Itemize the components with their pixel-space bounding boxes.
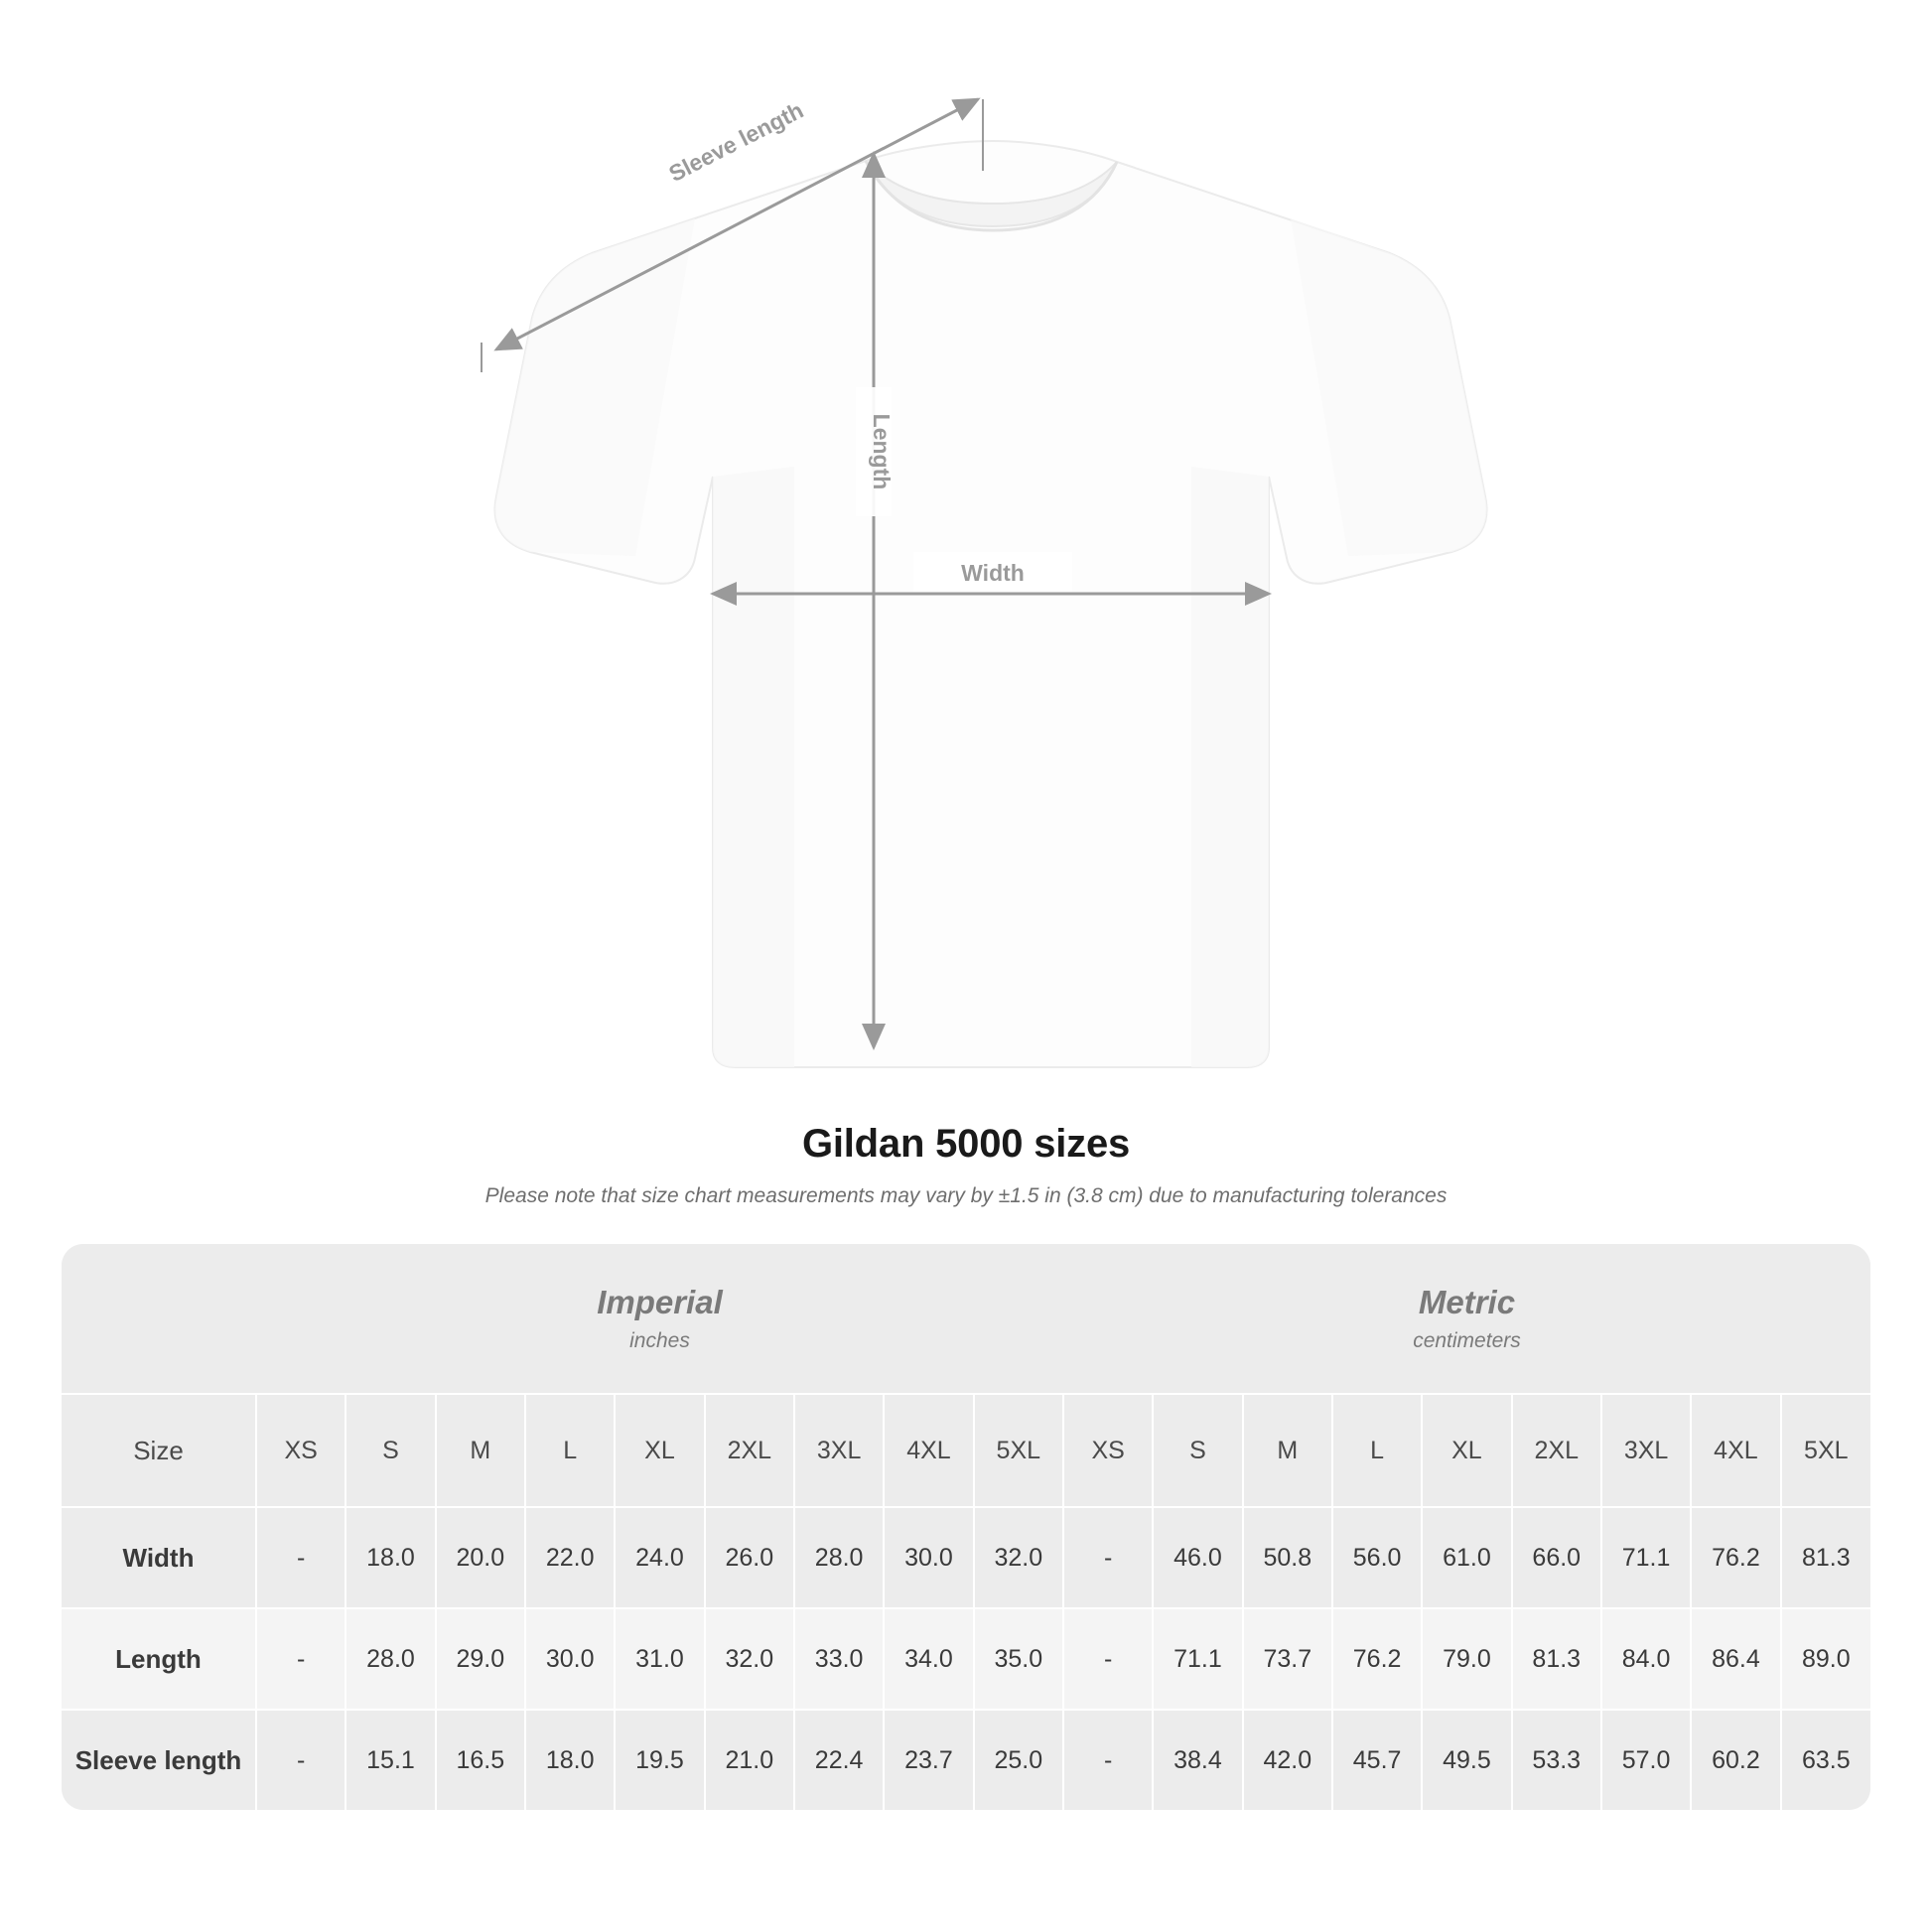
- cell-length-14: 81.3: [1512, 1608, 1601, 1710]
- row-label-sleeve-length: Sleeve length: [62, 1710, 256, 1810]
- unit-spacer-cell: [62, 1244, 256, 1394]
- tolerance-note: Please note that size chart measurements may vary by ±1.5 in (3.8 cm) due to manufacturing tolerances: [484, 1184, 1448, 1207]
- cell-sleeve-14: 53.3: [1512, 1710, 1601, 1810]
- cell-length-6: 33.0: [794, 1608, 884, 1710]
- cell-length-7: 34.0: [884, 1608, 973, 1710]
- cell-sleeve-12: 45.7: [1332, 1710, 1422, 1810]
- cell-length-9: -: [1063, 1608, 1153, 1710]
- unit-group-imperial: [256, 1244, 1063, 1394]
- header-col-xl-metric: XL: [1422, 1394, 1511, 1507]
- table-row: [62, 1507, 1870, 1608]
- header-col-xs-metric: XS: [1063, 1394, 1153, 1507]
- cell-sleeve-15: 57.0: [1601, 1710, 1691, 1810]
- cell-length-10: 71.1: [1153, 1608, 1242, 1710]
- header-col-m-metric: M: [1243, 1394, 1332, 1507]
- cell-sleeve-4: 19.5: [615, 1710, 704, 1810]
- cell-width-14: 66.0: [1512, 1507, 1601, 1608]
- cell-length-13: 79.0: [1422, 1608, 1511, 1710]
- header-col-m-imperial: M: [436, 1394, 525, 1507]
- cell-sleeve-7: 23.7: [884, 1710, 973, 1810]
- header-col-s-metric: S: [1153, 1394, 1242, 1507]
- header-col-2xl-metric: 2XL: [1512, 1394, 1601, 1507]
- row-label-width: Width: [62, 1507, 256, 1608]
- size-header-row: [62, 1394, 1870, 1507]
- header-col-3xl-metric: 3XL: [1601, 1394, 1691, 1507]
- cell-width-3: 22.0: [525, 1507, 615, 1608]
- cell-width-2: 20.0: [436, 1507, 525, 1608]
- header-col-2xl-imperial: 2XL: [705, 1394, 794, 1507]
- cell-width-4: 24.0: [615, 1507, 704, 1608]
- cell-length-0: -: [256, 1608, 345, 1710]
- cell-sleeve-2: 16.5: [436, 1710, 525, 1810]
- cell-length-4: 31.0: [615, 1608, 704, 1710]
- page-title: Gildan 5000 sizes: [801, 1122, 1131, 1166]
- cell-sleeve-16: 60.2: [1691, 1710, 1780, 1810]
- cell-length-1: 28.0: [345, 1608, 435, 1710]
- cell-sleeve-5: 21.0: [705, 1710, 794, 1810]
- cell-length-15: 84.0: [1601, 1608, 1691, 1710]
- cell-length-16: 86.4: [1691, 1608, 1780, 1710]
- length-label: Length: [869, 413, 895, 490]
- cell-width-0: -: [256, 1507, 345, 1608]
- cell-sleeve-6: 22.4: [794, 1710, 884, 1810]
- header-col-5xl-imperial: 5XL: [974, 1394, 1063, 1507]
- cell-width-11: 50.8: [1243, 1507, 1332, 1608]
- cell-length-17: 89.0: [1781, 1608, 1870, 1710]
- cell-sleeve-17: 63.5: [1781, 1710, 1870, 1810]
- cell-width-7: 30.0: [884, 1507, 973, 1608]
- unit-name-metric: Metric: [1418, 1284, 1516, 1320]
- cell-length-8: 35.0: [974, 1608, 1063, 1710]
- cell-width-5: 26.0: [705, 1507, 794, 1608]
- cell-width-13: 61.0: [1422, 1507, 1511, 1608]
- cell-length-3: 30.0: [525, 1608, 615, 1710]
- cell-width-10: 46.0: [1153, 1507, 1242, 1608]
- header-col-4xl-imperial: 4XL: [884, 1394, 973, 1507]
- cell-width-16: 76.2: [1691, 1507, 1780, 1608]
- header-size-label: Size: [62, 1394, 256, 1507]
- sleeve-length-label: Sleeve length: [664, 96, 808, 188]
- header-col-l-metric: L: [1332, 1394, 1422, 1507]
- header-col-l-imperial: L: [525, 1394, 615, 1507]
- cell-width-17: 81.3: [1781, 1507, 1870, 1608]
- cell-length-11: 73.7: [1243, 1608, 1332, 1710]
- size-table-wrapper: [62, 1244, 1870, 1810]
- cell-sleeve-3: 18.0: [525, 1710, 615, 1810]
- cell-width-6: 28.0: [794, 1507, 884, 1608]
- unit-sub-metric: centimeters: [1413, 1329, 1521, 1352]
- header-col-xs-imperial: XS: [256, 1394, 345, 1507]
- header-col-xl-imperial: XL: [615, 1394, 704, 1507]
- header-col-5xl-metric: 5XL: [1781, 1394, 1870, 1507]
- width-label: Width: [961, 560, 1025, 586]
- unit-sub-imperial: inches: [629, 1329, 690, 1352]
- tshirt-shape: [494, 141, 1486, 1067]
- cell-sleeve-13: 49.5: [1422, 1710, 1511, 1810]
- cell-width-15: 71.1: [1601, 1507, 1691, 1608]
- cell-sleeve-11: 42.0: [1243, 1710, 1332, 1810]
- table-row: [62, 1710, 1870, 1810]
- header-col-s-imperial: S: [345, 1394, 435, 1507]
- cell-sleeve-0: -: [256, 1710, 345, 1810]
- cell-width-8: 32.0: [974, 1507, 1063, 1608]
- cell-sleeve-8: 25.0: [974, 1710, 1063, 1810]
- cell-width-1: 18.0: [345, 1507, 435, 1608]
- unit-group-metric: [1063, 1244, 1870, 1394]
- cell-sleeve-9: -: [1063, 1710, 1153, 1810]
- row-label-length: Length: [62, 1608, 256, 1710]
- table-row: [62, 1608, 1870, 1710]
- title-block: [0, 1122, 1932, 1208]
- cell-length-12: 76.2: [1332, 1608, 1422, 1710]
- cell-sleeve-10: 38.4: [1153, 1710, 1242, 1810]
- unit-header-row: [62, 1244, 1870, 1394]
- header-col-3xl-imperial: 3XL: [794, 1394, 884, 1507]
- size-table: [62, 1244, 1870, 1810]
- cell-width-12: 56.0: [1332, 1507, 1422, 1608]
- cell-length-2: 29.0: [436, 1608, 525, 1710]
- cell-sleeve-1: 15.1: [345, 1710, 435, 1810]
- unit-name-imperial: Imperial: [597, 1284, 723, 1320]
- header-col-4xl-metric: 4XL: [1691, 1394, 1780, 1507]
- cell-width-9: -: [1063, 1507, 1153, 1608]
- cell-length-5: 32.0: [705, 1608, 794, 1710]
